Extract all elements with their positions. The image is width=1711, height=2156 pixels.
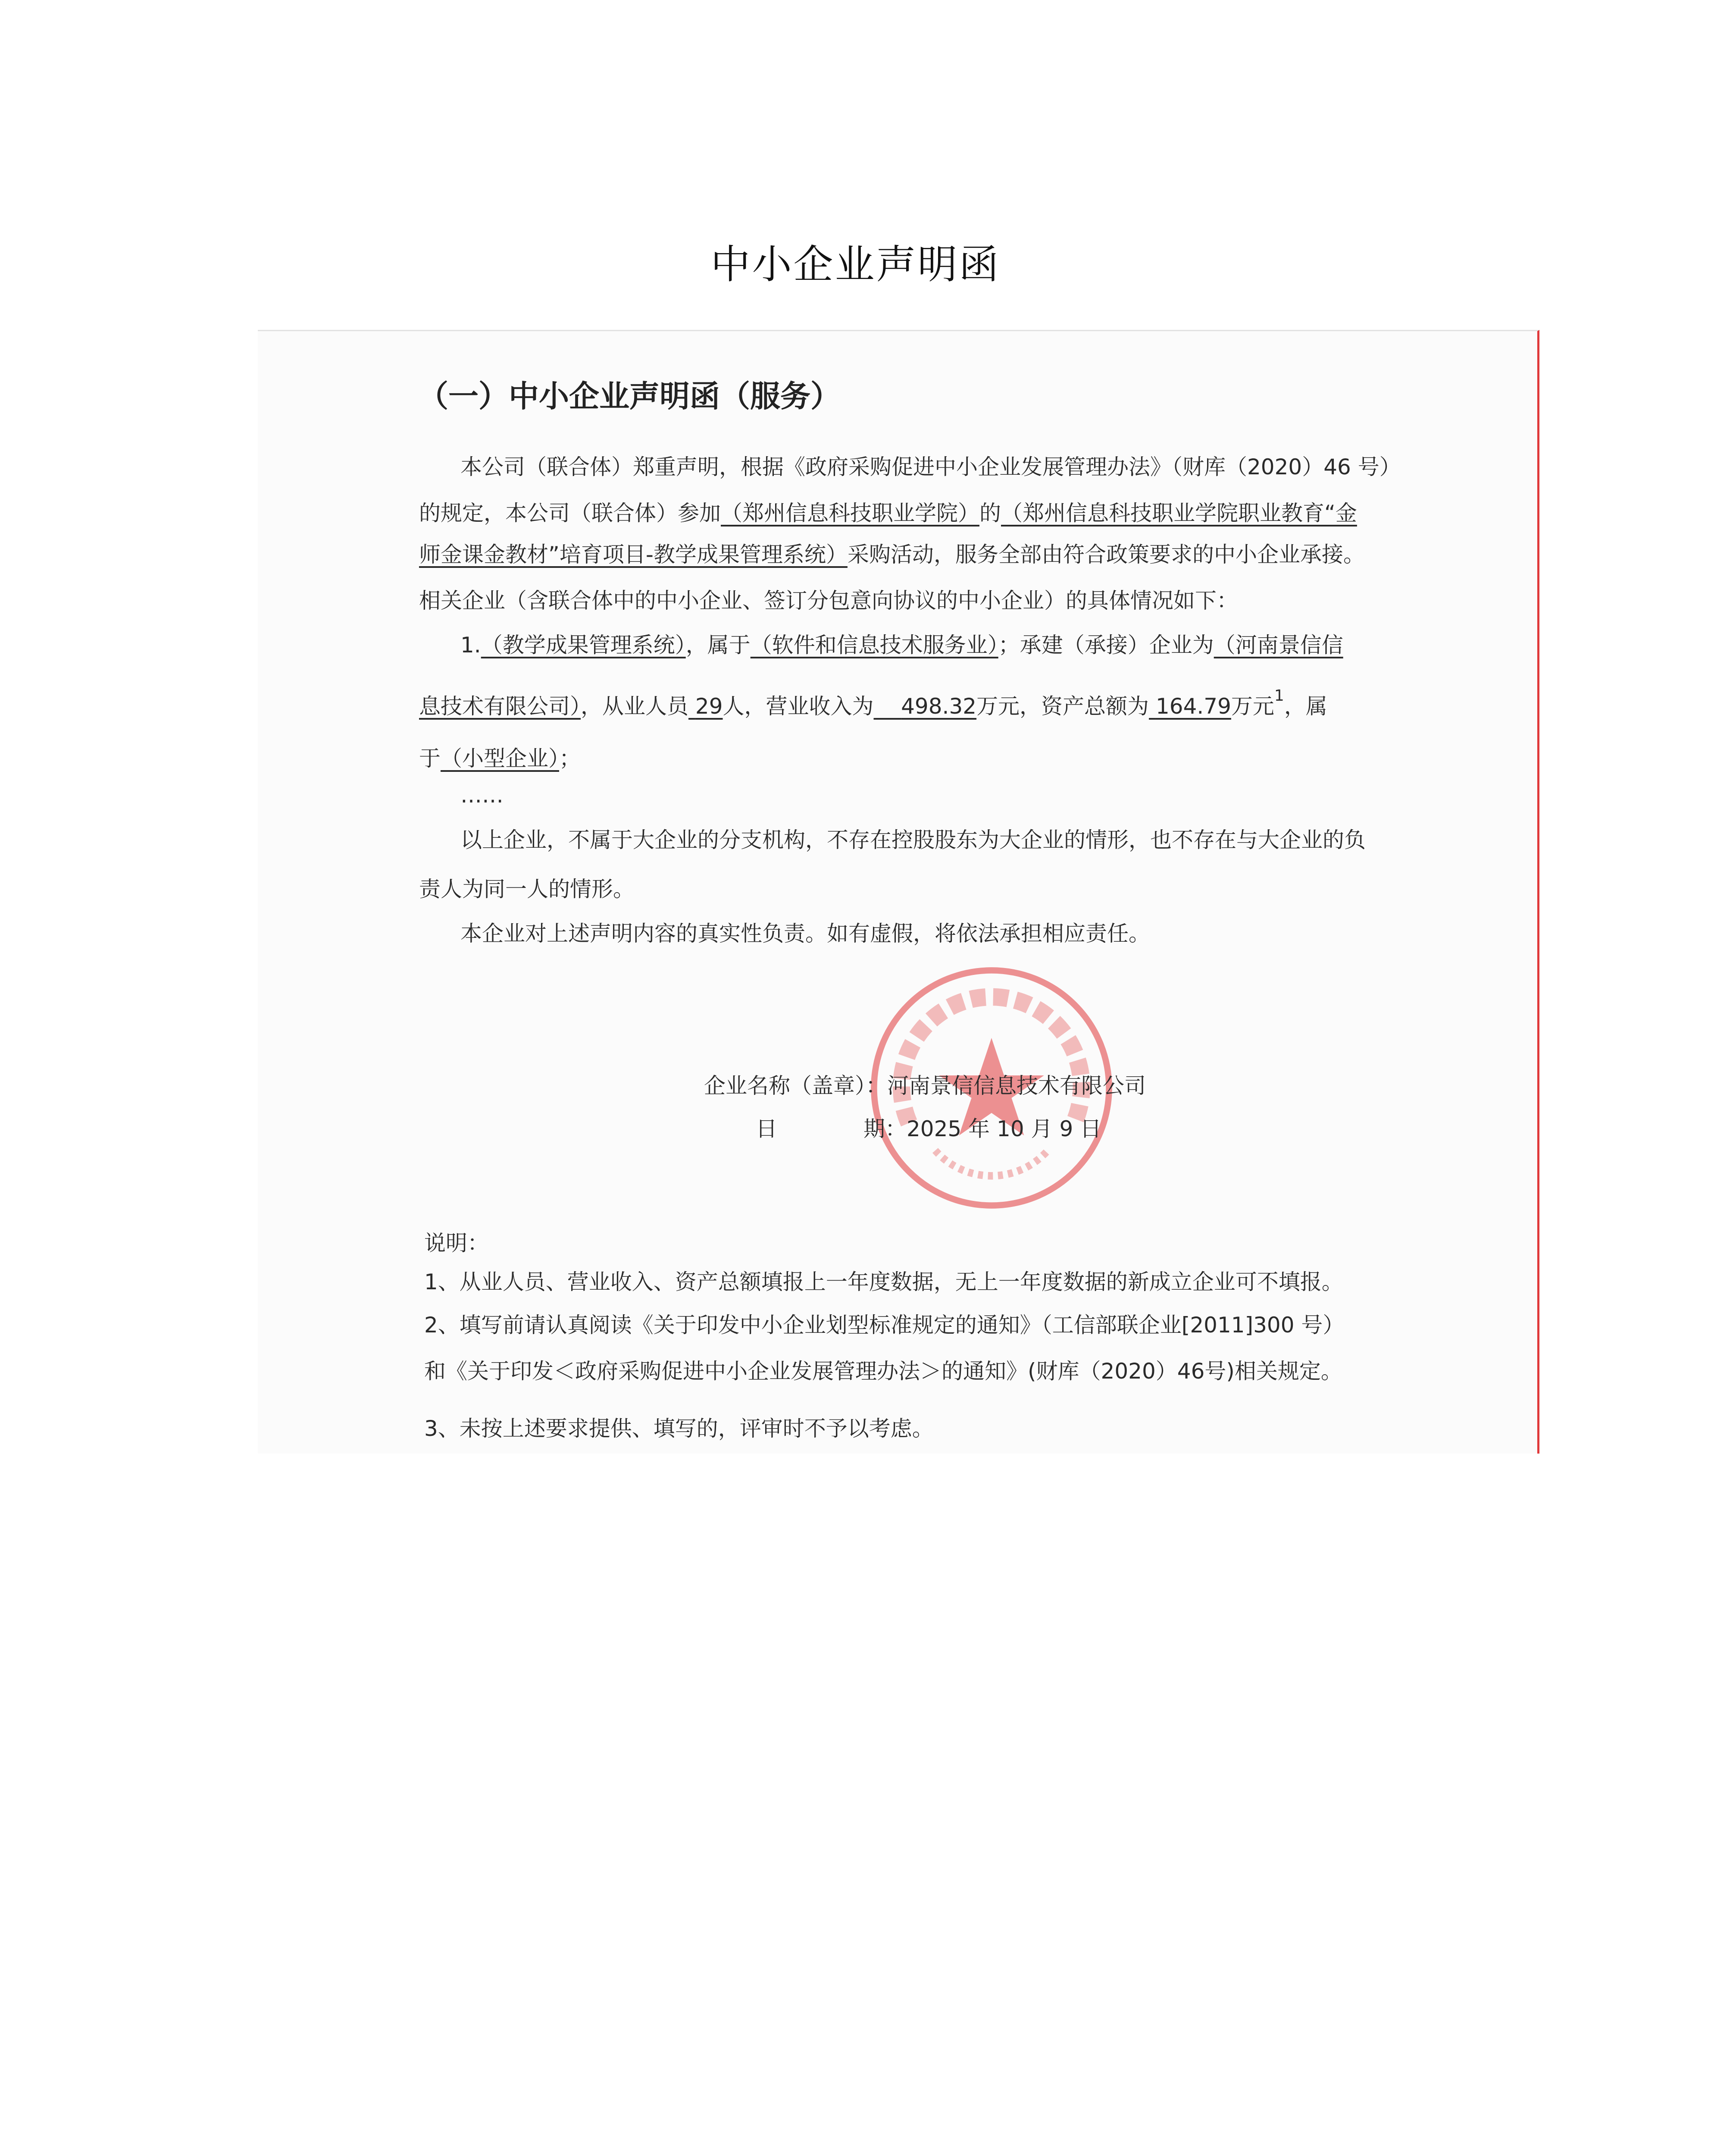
item-industry: （软件和信息技术服务业） [750,633,998,658]
footnote-mark: 1 [1274,687,1284,705]
item-line [419,689,1327,720]
company-name-label: 企业名称（盖章）： [704,1073,887,1098]
signature-line [704,1069,1146,1100]
text: 采购活动，服务全部由符合政策要求的中小企业承接。 [847,542,1365,567]
item-number: 1. [460,633,481,658]
text: 的 [979,501,1001,526]
paragraph-line: 责人为同一人的情形。 [419,877,635,902]
text: ，从业人员 [581,694,688,719]
date-line [756,1112,1101,1143]
seal-code-arc [935,1150,1048,1176]
company-name: 河南景信信息技术有限公司 [887,1073,1146,1098]
text: 于 [419,746,441,771]
purchaser: （郑州信息科技职业学院） [721,501,979,526]
item-company: （河南景信信 [1214,633,1343,658]
item-company-cont: 息技术有限公司） [419,694,581,719]
text: ，属 [1284,694,1327,719]
ellipsis: …… [460,783,504,808]
revenue-value: 498.32 [901,694,977,719]
paragraph-line: 本企业对上述声明内容的真实性负责。如有虚假，将依法承担相应责任。 [460,921,1150,946]
assets-value: 164.79 [1155,694,1231,719]
note-1: 1、从业人员、营业收入、资产总额填报上一年度数据，无上一年度数据的新成立企业可不填报。 [424,1269,1343,1294]
note-3: 3、未按上述要求提供、填写的，评审时不予以考虑。 [424,1416,934,1441]
text: ； [559,746,581,771]
paragraph-line [419,537,1365,568]
text: 万元 [1231,694,1274,719]
note-2-cont: 和《关于印发＜政府采购促进中小企业发展管理办法＞的通知》(财库（2020）46号)相关规定。 [424,1359,1342,1384]
paragraph-line: 本公司（联合体）郑重声明，根据《政府采购促进中小企业发展管理办法》（财库（2020）46 号） [460,454,1401,479]
enterprise-size: （小型企业） [441,746,559,771]
scanned-declaration [258,330,1539,1454]
page-title: 中小企业声明函 [710,241,1001,288]
staff-count [688,694,723,719]
project-name: （郑州信息科技职业学院职业教育“金 [1001,501,1357,526]
paragraph-line [419,496,1357,527]
staff-value: 29 [695,694,723,719]
date-value: 2025 年 10 月 9 日 [907,1116,1102,1141]
paragraph-line: 以上企业，不属于大企业的分支机构，不存在控股股东为大企业的情形，也不存在与大企业的负 [460,827,1366,852]
item-line [460,628,1343,659]
project-name-cont: 师金课金教材”培育项目-教学成果管理系统） [419,542,848,567]
item-project: （教学成果管理系统） [481,633,686,658]
note-2: 2、填写前请认真阅读《关于印发中小企业划型标准规定的通知》（工信部联企业[2011]300 号） [424,1313,1345,1338]
notes-label: 说明： [424,1231,489,1256]
text: 的规定，本公司（联合体）参加 [419,501,721,526]
declaration-heading: （一）中小企业声明函（服务） [418,379,841,414]
assets [1149,694,1231,719]
date-label: 期： [863,1116,907,1141]
text: ；承建（承接）企业为 [998,633,1214,658]
item-line [419,741,581,772]
text: ，属于 [685,633,751,658]
date-label: 日 [756,1116,777,1141]
text: 人，营业收入为 [723,694,874,719]
text: 万元，资产总额为 [976,694,1149,719]
paragraph-line: 相关企业（含联合体中的中小企业、签订分包意向协议的中小企业）的具体情况如下： [419,588,1238,613]
revenue [874,694,977,719]
